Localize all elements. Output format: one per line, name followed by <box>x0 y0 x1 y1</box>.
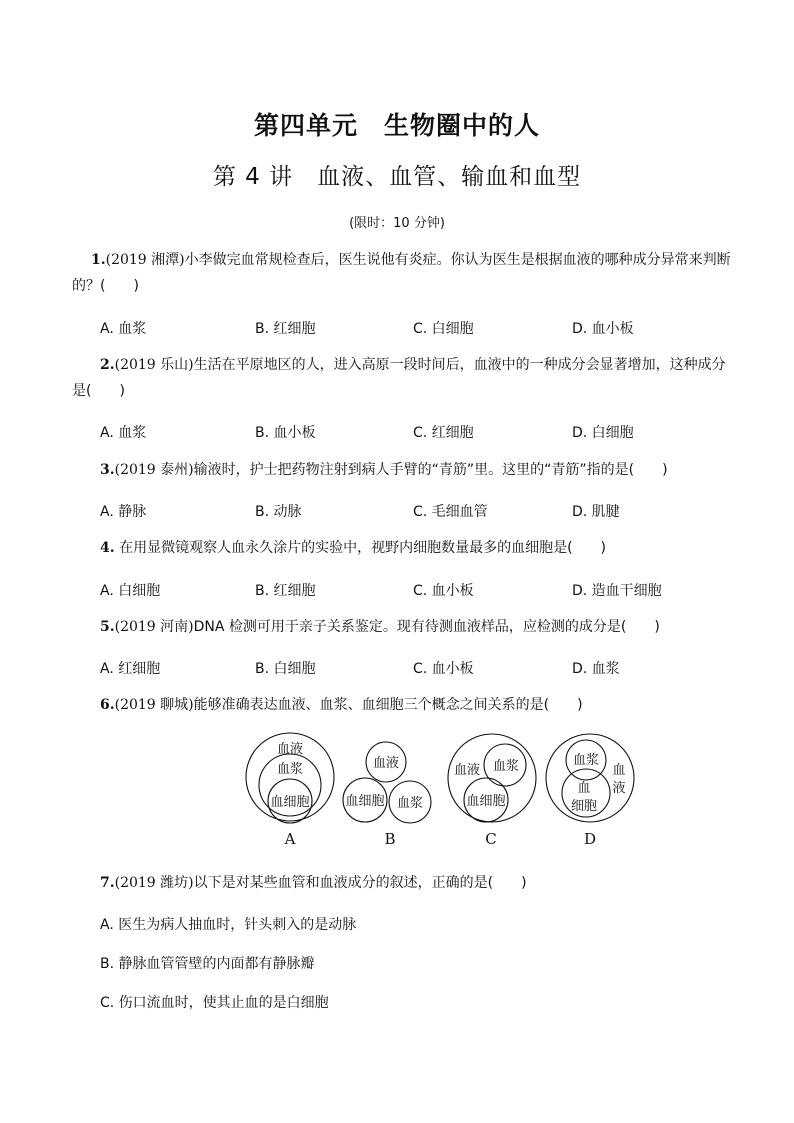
option-d: D. 肌腱 <box>572 504 620 520</box>
question-number: 2. <box>100 357 115 373</box>
option-d: D. 白细胞 <box>572 425 634 441</box>
option-c: C. 血小板 <box>413 583 474 599</box>
option-d: D. 造血干细胞 <box>572 583 662 599</box>
option-b: B. 红细胞 <box>255 321 316 337</box>
option-a: A. 血浆 <box>100 321 147 337</box>
diagram-label-b: B <box>384 830 396 848</box>
option-a: A. 静脉 <box>100 504 147 520</box>
question-number: 6. <box>100 697 115 713</box>
question-text: 小李做完血常规检查后，医生说他有炎症。你认为医生是根据血液的哪种成分异常来判断 <box>184 252 731 268</box>
option-b: B. 血小板 <box>255 425 316 441</box>
diagram-d-plasma-label: 血浆 <box>572 753 600 768</box>
option-b: B. 白细胞 <box>255 661 316 677</box>
option-d: D. 血小板 <box>572 321 634 337</box>
diagram-a-plasma-label: 血浆 <box>276 762 304 777</box>
question-source: (2019 泰州) <box>114 462 194 478</box>
question-7-line1 <box>100 870 527 896</box>
option-c: C. 红细胞 <box>413 425 474 441</box>
option-b: B. 静脉血管管壁的内面都有静脉瓣 <box>100 956 315 972</box>
concept-relationship-diagram <box>240 730 640 855</box>
diagram-label-a: A <box>284 830 296 848</box>
question-text: 输液时，护士把药物注射到病人手臂的“青筋”里。这里的“青筋”指的是( ) <box>193 462 668 478</box>
lecture-title: 第 4 讲 血液、血管、输血和血型 <box>212 164 582 190</box>
option-c: C. 伤口流血时，使其止血的是白细胞 <box>100 995 329 1011</box>
question-5-line1 <box>100 614 660 640</box>
question-source: (2019 聊城) <box>114 697 194 713</box>
diagram-b-plasma-label: 血浆 <box>396 796 424 811</box>
diagram-c-cells-label: 血细胞 <box>466 794 506 809</box>
diagram-label-c: C <box>485 830 497 848</box>
question-number: 3. <box>100 462 115 478</box>
option-a: A. 白细胞 <box>100 583 161 599</box>
diagram-d-cells-label-bottom: 细胞 <box>570 799 598 814</box>
question-text: 能够准确表达血液、血浆、血细胞三个概念之间关系的是( ) <box>193 697 583 713</box>
option-c: C. 血小板 <box>413 661 474 677</box>
question-text: DNA 检测可用于亲子关系鉴定。现有待测血液样品，应检测的成分是( ) <box>193 619 660 635</box>
diagram-c-plasma-label: 血浆 <box>492 759 520 774</box>
question-3-line1 <box>100 457 668 483</box>
question-6-line1 <box>100 692 583 718</box>
unit-title: 第四单元 生物圈中的人 <box>253 111 540 140</box>
diagram-a-blood-label: 血液 <box>276 742 304 757</box>
time-limit: (限时：10 分钟) <box>349 216 445 231</box>
question-text: 以下是对某些血管和血液成分的叙述，正确的是( ) <box>193 875 527 891</box>
question-number: 7. <box>100 875 115 891</box>
question-1-line2: 的？( ) <box>72 278 139 294</box>
diagram-d-blood-label-top: 血 <box>612 763 626 778</box>
diagram-a-cells-label: 血细胞 <box>270 795 310 810</box>
option-a: A. 红细胞 <box>100 661 161 677</box>
diagram-b-cells-label: 血细胞 <box>345 794 385 809</box>
question-text: 在用显微镜观察人血永久涂片的实验中，视野内细胞数量最多的血细胞是( ) <box>119 540 606 556</box>
question-number: 1. <box>91 252 106 268</box>
question-source: (2019 湘潭) <box>105 252 185 268</box>
option-b: B. 红细胞 <box>255 583 316 599</box>
question-text: 生活在平原地区的人，进入高原一段时间后，血液中的一种成分会显著增加，这种成分 <box>193 357 726 373</box>
diagram-d-cells-label-top: 血 <box>577 781 591 796</box>
option-a: A. 血浆 <box>100 425 147 441</box>
diagram-c-blood-label: 血液 <box>453 763 481 778</box>
option-d: D. 血浆 <box>572 661 620 677</box>
option-a: A. 医生为病人抽血时，针头刺入的是动脉 <box>100 917 357 933</box>
question-2-line2: 是( ) <box>72 383 125 399</box>
option-b: B. 动脉 <box>255 504 302 520</box>
question-2-line1 <box>100 352 726 378</box>
question-1-line1 <box>91 247 731 273</box>
question-source: (2019 潍坊) <box>114 875 194 891</box>
question-source: (2019 河南) <box>114 619 194 635</box>
question-4-line1 <box>100 535 606 561</box>
diagram-b-blood-label: 血液 <box>372 756 400 771</box>
question-number: 5. <box>100 619 115 635</box>
option-c: C. 白细胞 <box>413 321 474 337</box>
question-source: (2019 乐山) <box>114 357 194 373</box>
diagram-d-blood-label-bottom: 液 <box>612 781 626 796</box>
option-c: C. 毛细血管 <box>413 504 488 520</box>
diagram-label-d: D <box>583 830 597 848</box>
question-number: 4. <box>100 540 115 556</box>
